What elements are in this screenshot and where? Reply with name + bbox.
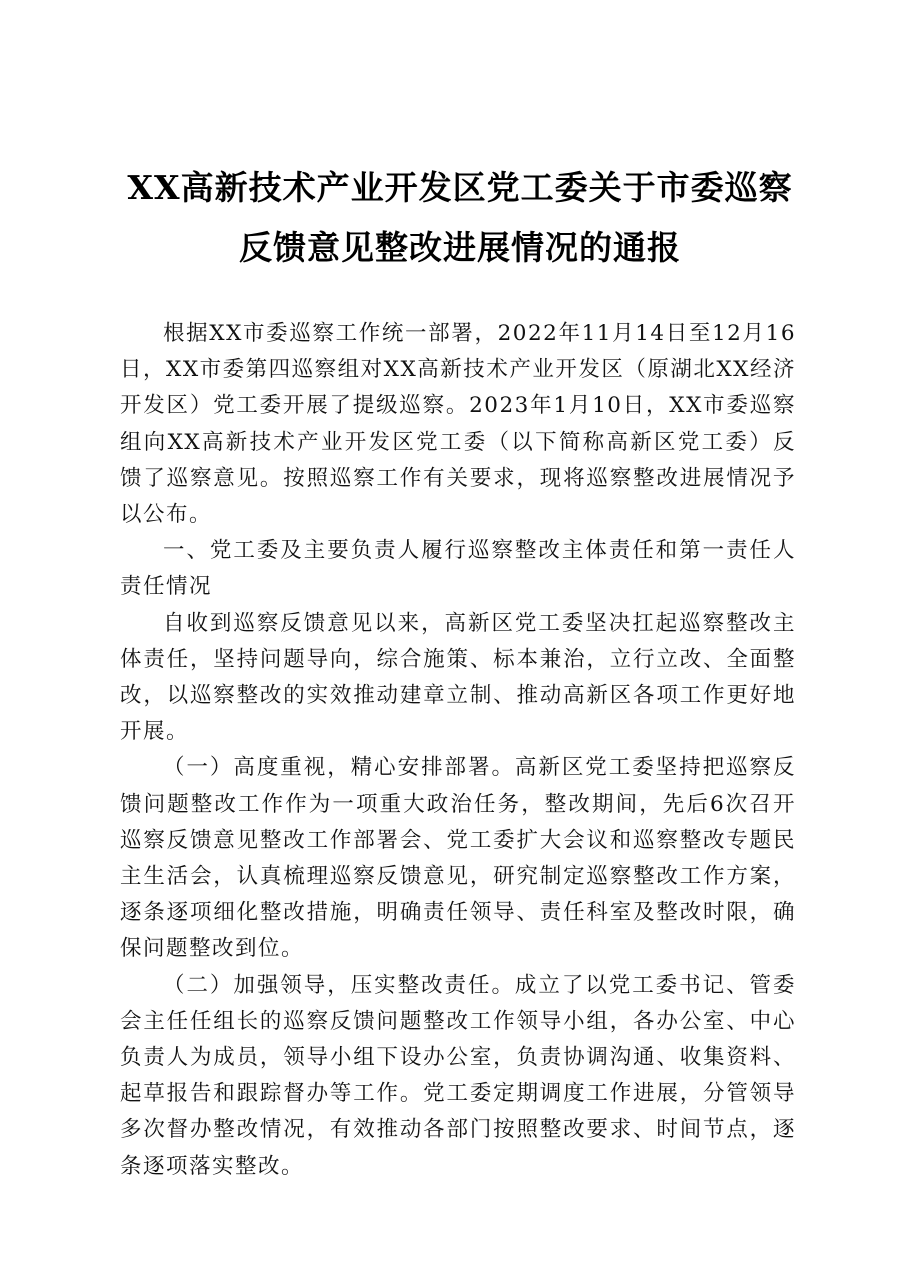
paragraph-intro: 根据XX市委巡察工作统一部署，2022年11月14日至12月16日，XX市委第四巡察组对XX高新技术产业开发区（原湖北XX经济开发区）党工委开展了提级巡察。2023年1月10日，XX市委巡察组向XX高新技术产业开发区党工委（以下简称高新区党工委）反馈了巡察意见。按照巡察工作有关要求，现将巡察整改进展情况予以公布。 bbox=[120, 321, 796, 528]
document-body bbox=[120, 316, 796, 1185]
section-heading-1: 一、党工委及主要负责人履行巡察整改主体责任和第一责任人责任情况 bbox=[120, 538, 796, 600]
paragraph-subsection-2: （二）加强领导，压实整改责任。成立了以党工委书记、管委会主任任组长的巡察反馈问题整改工作领导小组，各办公室、中心负责人为成员，领导小组下设办公室，负责协调沟通、收集资料、起草报告和跟踪督办等工作。党工委定期调度工作进展，分管领导多次督办整改情况，有效推动各部门按照整改要求、时间节点，逐条逐项落实整改。 bbox=[120, 972, 796, 1179]
paragraph-subsection-1: （一）高度重视，精心安排部署。高新区党工委坚持把巡察反馈问题整改工作作为一项重大政治任务，整改期间，先后6次召开巡察反馈意见整改工作部署会、党工委扩大会议和巡察整改专题民主生活会，认真梳理巡察反馈意见，研究制定巡察整改工作方案，逐条逐项细化整改措施，明确责任领导、责任科室及整改时限，确保问题整改到位。 bbox=[120, 755, 796, 962]
document-title-line-1: XX高新技术产业开发区党工委关于市委巡察 bbox=[127, 168, 793, 207]
document-title-line-2: 反馈意见整改进展情况的通报 bbox=[239, 228, 681, 267]
paragraph-section-1: 自收到巡察反馈意见以来，高新区党工委坚决扛起巡察整改主体责任，坚持问题导向，综合施策、标本兼治，立行立改、全面整改，以巡察整改的实效推动建章立制、推动高新区各项工作更好地开展。 bbox=[120, 610, 796, 745]
